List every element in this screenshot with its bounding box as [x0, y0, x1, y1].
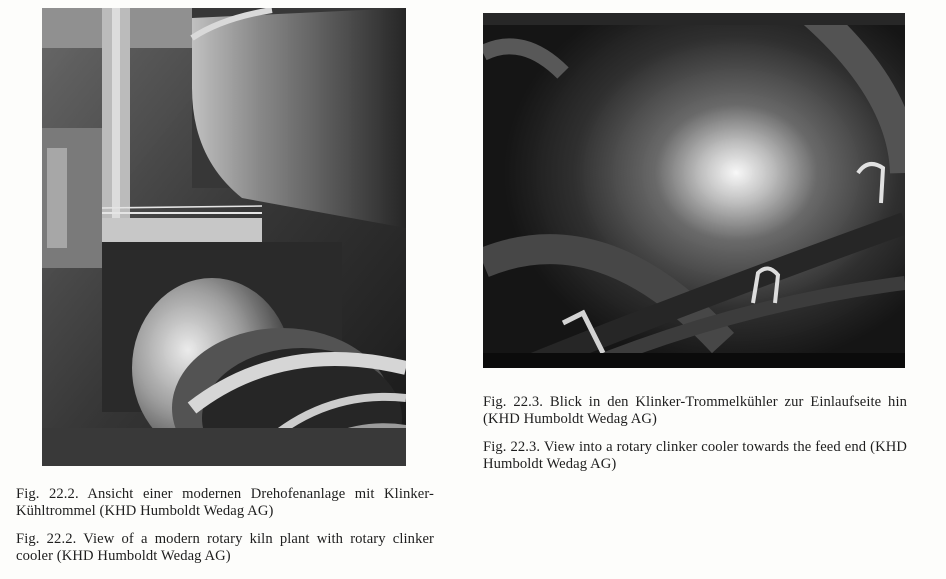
- cooler-interior-photo: [483, 13, 905, 368]
- kiln-plant-photo: [42, 8, 406, 466]
- kiln-plant-image: [42, 8, 406, 466]
- caption-text: Fig. 22.2. View of a modern rotary kiln plant with rotary clinker cooler (KHD Humboldt Wedag AG): [16, 531, 434, 564]
- figure-22-2-caption-german: [16, 486, 434, 520]
- figure-22-3-caption-german: [483, 394, 907, 428]
- figure-22-3-caption-english: [483, 439, 907, 473]
- caption-text: Fig. 22.3. View into a rotary clinker cooler towards the feed end (KHD Humboldt Wedag AG): [483, 439, 907, 472]
- caption-text: Fig. 22.3. Blick in den Klinker-Trommelkühler zur Einlaufseite hin (KHD Humboldt Wedag AG): [483, 394, 907, 427]
- cooler-interior-image: [483, 13, 905, 368]
- caption-text: Fig. 22.2. Ansicht einer modernen Drehofenanlage mit Klinker-Kühltrommel (KHD Humboldt Wedag AG): [16, 486, 434, 519]
- figure-22-2-caption-english: [16, 531, 434, 565]
